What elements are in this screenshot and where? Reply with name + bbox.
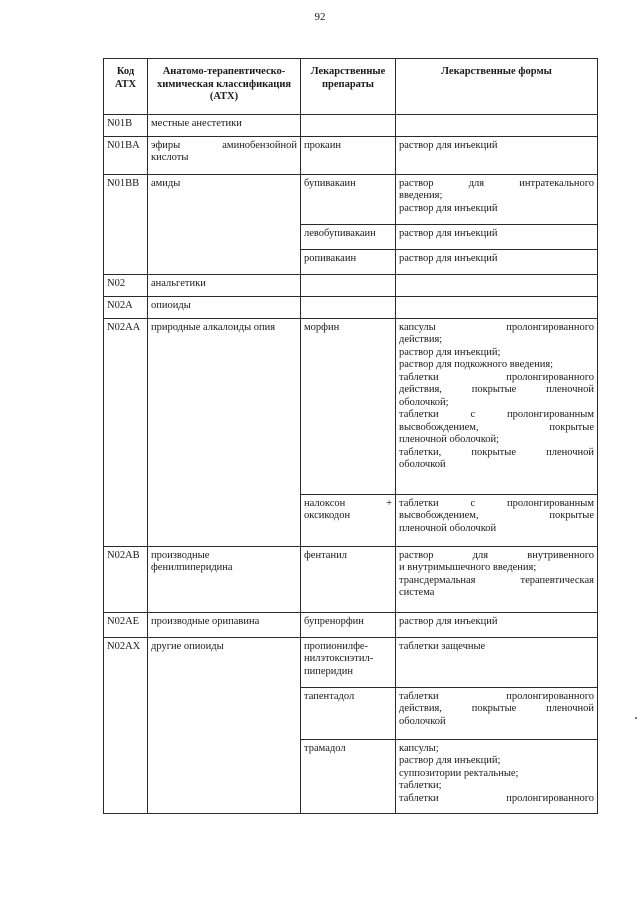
dosage-forms — [396, 318, 598, 494]
atx-classification: природные алкалоиды опия — [148, 318, 301, 546]
form-line: оболочкой — [399, 459, 446, 470]
form-line: действия, покрытые пленочной — [399, 384, 594, 395]
form-line: раствор для внутривенного — [399, 549, 594, 561]
dosage-forms — [396, 114, 598, 136]
atx-code: N02 — [104, 274, 148, 296]
form-line: пленочной оболочкой — [399, 522, 497, 534]
form-line: таблетки пролонгированного — [399, 371, 594, 383]
classification-line: производные — [151, 549, 210, 561]
drug-name: тапентадол — [301, 687, 396, 739]
form-line: раствор для инъекций; — [399, 346, 501, 358]
drug-name-line: пропионилфе- — [304, 640, 369, 652]
atx-code: N01B — [104, 114, 148, 136]
form-line: пленочной оболочкой; — [399, 434, 500, 445]
atx-code: N02AB — [104, 546, 148, 612]
dosage-forms — [396, 687, 598, 739]
dosage-forms: раствор для инъекций — [396, 136, 598, 174]
drug-name: прокаин — [301, 136, 396, 174]
atx-classification: опиоиды — [148, 296, 301, 318]
form-line: оболочкой; — [399, 396, 449, 408]
form-line: высвобождением, покрытые — [399, 421, 594, 433]
drug-name — [301, 114, 396, 136]
dosage-forms — [396, 546, 598, 612]
form-line: оболочкой — [399, 715, 446, 727]
form-line: таблетки пролонгированного — [399, 690, 594, 702]
dosage-forms — [396, 274, 598, 296]
atx-code: N02AE — [104, 612, 148, 637]
drug-name-line: налоксон + — [304, 497, 392, 509]
dosage-forms: раствор для инъекций — [396, 224, 598, 249]
drug-name: бупивакаин — [301, 174, 396, 224]
drug-name-line: пиперидин — [304, 665, 353, 677]
form-line: таблетки; — [399, 780, 442, 791]
form-line: раствор для интратекального — [399, 177, 594, 189]
form-line: раствор для инъекций — [399, 202, 498, 214]
header-drugs: Лекарственные препараты — [301, 59, 396, 115]
drug-name: морфин — [301, 318, 396, 494]
header-code: Код АТХ — [104, 59, 148, 115]
drug-name: ропивакаин — [301, 249, 396, 274]
drug-name — [301, 494, 396, 546]
table-row — [104, 174, 598, 224]
atx-classification: анальгетики — [148, 274, 301, 296]
form-line: раствор для инъекций; — [399, 755, 501, 766]
table-row — [104, 637, 598, 687]
drug-name — [301, 296, 396, 318]
form-line: действия, покрытые пленочной — [399, 703, 594, 714]
form-line: суппозитории ректальные; — [399, 767, 519, 779]
atx-code: N02A — [104, 296, 148, 318]
form-line: капсулы; — [399, 742, 439, 754]
atx-classification: местные анестетики — [148, 114, 301, 136]
table-row — [104, 136, 598, 174]
atx-code: N01BB — [104, 174, 148, 274]
atx-classification — [148, 136, 301, 174]
dosage-forms: раствор для инъекций — [396, 249, 598, 274]
table-row — [104, 546, 598, 612]
table-row — [104, 612, 598, 637]
drug-name-line: нилэтоксиэтил- — [304, 653, 374, 664]
table-row — [104, 114, 598, 136]
classification-line: фенилпиперидина — [151, 562, 233, 573]
header-forms: Лекарственные формы — [396, 59, 598, 115]
scan-artifact — [635, 717, 637, 719]
table-header-row — [104, 59, 598, 115]
form-line: система — [399, 587, 435, 598]
form-line: таблетки, покрытые пленочной — [399, 446, 594, 458]
dosage-forms — [396, 739, 598, 813]
form-line: действия; — [399, 334, 443, 345]
drug-name: трамадол — [301, 739, 396, 813]
atx-classification: амиды — [148, 174, 301, 274]
form-line: таблетки с пролонгированным — [399, 409, 594, 420]
table-row — [104, 274, 598, 296]
table-row — [104, 318, 598, 494]
drug-name-line: оксикодон — [304, 510, 351, 521]
dosage-forms: таблетки защечные — [396, 637, 598, 687]
drug-name: левобупивакаин — [301, 224, 396, 249]
atx-classification: другие опиоиды — [148, 637, 301, 813]
atx-code: N02AX — [104, 637, 148, 813]
atx-classification — [148, 546, 301, 612]
classification-line: кислоты — [151, 152, 189, 163]
form-line: высвобождением, покрытые — [399, 510, 594, 521]
atx-classification-table — [103, 58, 598, 814]
page-number: 92 — [314, 11, 326, 23]
classification-line: эфиры аминобензойной — [151, 139, 297, 151]
dosage-forms — [396, 174, 598, 224]
drug-name — [301, 637, 396, 687]
dosage-forms: раствор для инъекций — [396, 612, 598, 637]
drug-name: бупренорфин — [301, 612, 396, 637]
form-line: капсулы пролонгированного — [399, 321, 594, 333]
header-classification: Анатомо-терапевтическо-химическая классификация (АТХ) — [148, 59, 301, 115]
form-line: таблетки пролонгированного — [399, 792, 594, 804]
atx-classification: производные орипавина — [148, 612, 301, 637]
atx-code: N01BA — [104, 136, 148, 174]
atx-code: N02AA — [104, 318, 148, 546]
form-line: таблетки с пролонгированным — [399, 497, 594, 509]
form-line: раствор для подкожного введения; — [399, 359, 554, 370]
table-row — [104, 296, 598, 318]
dosage-forms — [396, 494, 598, 546]
dosage-forms — [396, 296, 598, 318]
form-line: трансдермальная терапевтическая — [399, 574, 594, 586]
form-line: и внутримышечного введения; — [399, 562, 537, 573]
drug-name: фентанил — [301, 546, 396, 612]
form-line: введения; — [399, 190, 443, 201]
drug-name — [301, 274, 396, 296]
